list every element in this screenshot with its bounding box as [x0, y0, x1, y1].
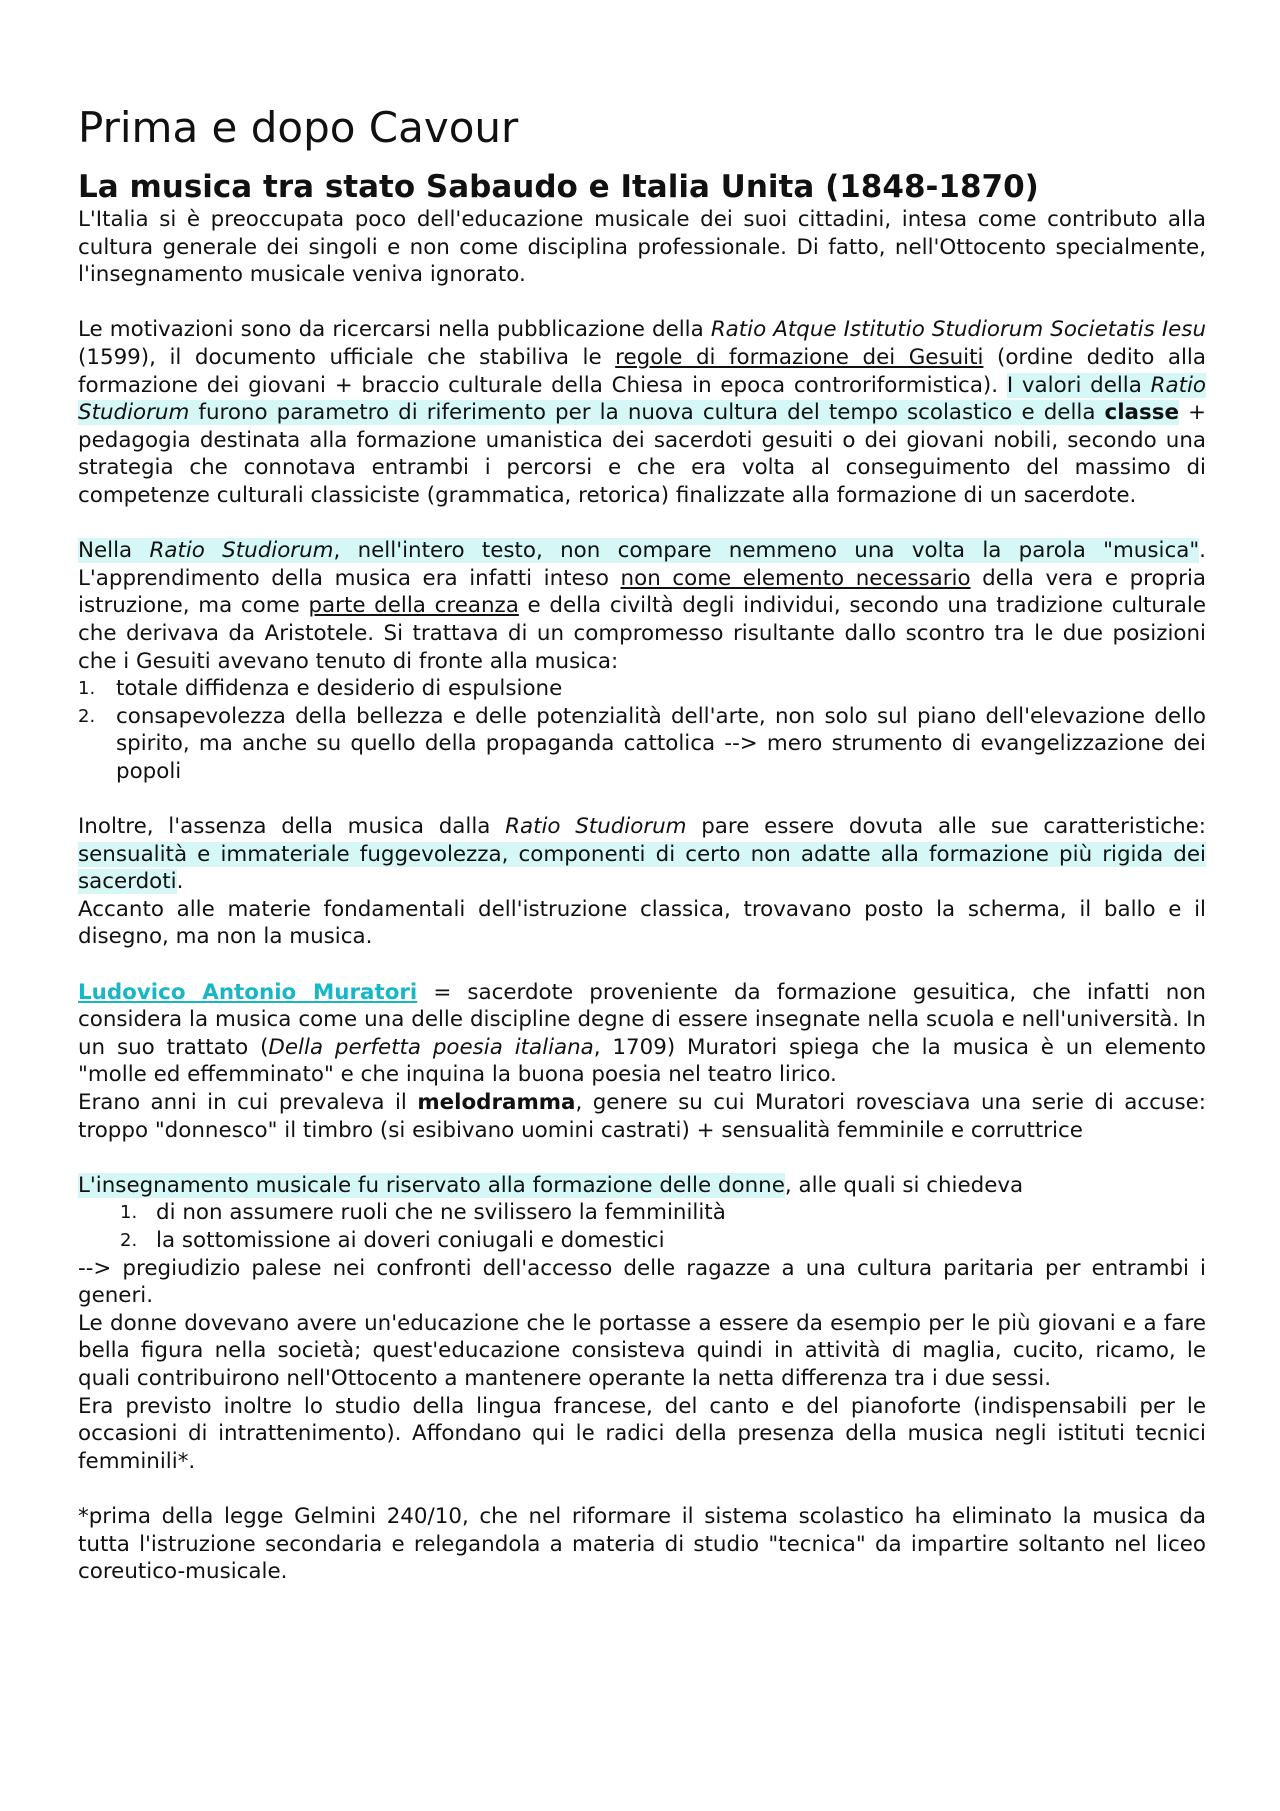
highlighted-text: [78, 538, 1199, 563]
text-run: (1599), il documento ufficiale che stabiliva le: [78, 344, 616, 370]
paragraph-assenza: [78, 813, 1206, 896]
italic-title: Ratio Studiorum: [78, 372, 1206, 426]
section-title: La musica tra stato Sabaudo e Italia Unita (1848-1870): [78, 169, 1039, 205]
paragraph-educazione: Le donne dovevano avere un'educazione che le portasse a essere da esempio per le più giovani e a fare bella figura nella società; quest'educazione consisteva quindi in attività di maglia, cucito, ricamo, le quali contribuirono nell'Ottocento a mantenere operante la netta differenza tra i due sessi.: [78, 1310, 1206, 1391]
footnote: *prima della legge Gelmini 240/10, che nel riformare il sistema scolastico ha eliminato la musica da tutta l'istruzione secondaria e relegandola a materia di studio "tecnica" da impartire soltanto nel liceo coreutico-musicale.: [78, 1503, 1206, 1585]
text-run: , nell'intero testo, non compare nemmeno una volta la parola "musica": [333, 538, 1200, 564]
text-run: L'apprendimento della musica era infatti inteso: [78, 565, 621, 591]
highlighted-text: L'insegnamento musicale fu riservato alla formazione delle donne: [78, 1172, 785, 1198]
list-item: [78, 1199, 1206, 1227]
paragraph-intro: L'Italia si è preoccupata poco dell'educazione musicale dei suoi cittadini, intesa come contributo alla cultura generale dei singoli e non come disciplina professionale. Di fatto, nell'Ottocento specialmente, l'insegnamento musicale veniva ignorato.: [78, 207, 1206, 288]
text-run: e della civiltà degli individui, secondo una tradizione culturale che derivava da Aristotele. Si trattava di un compromesso risultante dallo scontro tra le due posizioni che i Gesuiti avevano tenuto di fronte alla musica:: [78, 593, 1206, 674]
paragraph-francese: Era previsto inoltre lo studio della lingua francese, del canto e del pianoforte (indispensabili per le occasioni di intrattenimento). Affondano qui le radici della presenza della musica negli istituti tecnici femminili*.: [78, 1393, 1206, 1474]
highlighted-text: sensualità e immateriale fuggevolezza, componenti di certo non adatte alla formazione più rigida dei sacerdoti: [78, 841, 1206, 895]
spacer: [78, 289, 1206, 317]
text-run: + pedagogia destinata alla formazione umanistica dei sacerdoti gesuiti o dei giovani nobili, secondo una strategia che connotava entrambi i percorsi e che era volta al conseguimento del massimo di competenze culturali classiciste (grammatica, retorica) finalizzate alla formazione di un sacerdote.: [78, 400, 1206, 508]
underlined-text: regole di formazione dei Gesuiti: [615, 344, 984, 370]
italic-title: Ratio Studiorum: [149, 538, 334, 564]
list-item: [78, 675, 1206, 703]
italic-title: Ratio Studiorum: [505, 814, 687, 840]
numbered-list-requirements: [78, 1199, 1206, 1254]
numbered-list-positions: [78, 675, 1206, 785]
text-run: Nella: [78, 538, 150, 564]
text-run: , 1709) Muratori spiega che la musica è un elemento "molle ed effemminato" e che inquina la buona poesia nel teatro lirico.: [78, 1034, 1207, 1088]
paragraph-melodramma: [78, 1089, 1206, 1144]
text-run: (ordine dedito alla formazione dei giovani + braccio culturale della Chiesa in epoca controriformistica).: [78, 344, 1206, 398]
list-item-text: consapevolezza della bellezza e delle potenzialità dell'arte, non solo sul piano dell'elevazione dello spirito, ma anche su quello della propaganda cattolica --> mero strumento di evangelizzazione dei popoli: [116, 703, 1206, 784]
paragraph-muratori: [78, 979, 1206, 1089]
italic-title: Ratio Atque Istitutio Studiorum Societatis Iesu: [710, 317, 1206, 343]
italic-title: Della perfetta poesia italiana: [268, 1034, 594, 1060]
text-run: = sacerdote proveniente da formazione gesuitica, che infatti non considera la musica come una delle discipline degne di essere insegnate nella scuola e nell'università. In un suo trattato (: [78, 979, 1206, 1060]
spacer: [78, 510, 1206, 538]
text-run: .: [1199, 538, 1206, 564]
muratori-link[interactable]: Ludovico Antonio Muratori: [78, 979, 418, 1005]
paragraph-materie: Accanto alle materie fondamentali dell'istruzione classica, trovavano posto la scherma, il ballo e il disegno, ma non la musica.: [78, 896, 1206, 950]
text-run: Erano anni in cui prevaleva il: [78, 1090, 418, 1115]
spacer: [78, 1475, 1206, 1503]
list-number: 2.: [78, 705, 96, 727]
bold-text: melodramma: [417, 1090, 576, 1115]
text-run: pare essere dovuta alle sue caratteristiche:: [686, 814, 1206, 840]
list-item-text: la sottomissione ai doveri coniugali e domestici: [156, 1227, 665, 1253]
bold-text: classe: [1104, 400, 1179, 426]
list-item-text: totale diffidenza e desiderio di espulsione: [116, 676, 563, 702]
spacer: [78, 785, 1206, 813]
text-run: , alle quali si chiedeva: [784, 1172, 1024, 1198]
document-body: [78, 100, 1206, 1586]
list-item-text: di non assumere ruoli che ne svilissero la femminilità: [156, 1200, 726, 1226]
list-number: 1.: [120, 1202, 138, 1224]
list-number: 2.: [120, 1229, 138, 1251]
list-number: 1.: [78, 678, 96, 700]
text-run: Inoltre, l'assenza della musica dalla: [78, 814, 506, 840]
underlined-text: non come elemento necessario: [620, 565, 971, 591]
text-run: Le motivazioni sono da ricercarsi nella pubblicazione della: [78, 317, 711, 343]
paragraph-musica: [78, 537, 1206, 675]
list-item: [78, 1227, 1206, 1255]
list-item: [78, 703, 1206, 786]
text-run: della vera e propria istruzione, ma come: [78, 565, 1206, 619]
text-run: .: [176, 869, 184, 895]
paragraph-ratio: [78, 316, 1206, 509]
paragraph-donne: [78, 1172, 1206, 1200]
spacer: [78, 1144, 1206, 1172]
page-title: Prima e dopo Cavour: [78, 103, 519, 152]
spacer: [78, 951, 1206, 979]
paragraph-pregiudizio: --> pregiudizio palese nei confronti dell'accesso delle ragazze a una cultura paritaria per entrambi i generi.: [78, 1255, 1206, 1309]
text-run: furono parametro di riferimento per la nuova cultura del tempo scolastico e della: [189, 400, 1105, 426]
text-run: , genere su cui Muratori rovesciava una serie di accuse: troppo "donnesco" il timbro (si esibivano uomini castrati) + sensualità femminile e corruttrice: [78, 1090, 1207, 1143]
underlined-text: parte della creanza: [308, 593, 519, 619]
text-run: I valori della: [1006, 372, 1151, 398]
